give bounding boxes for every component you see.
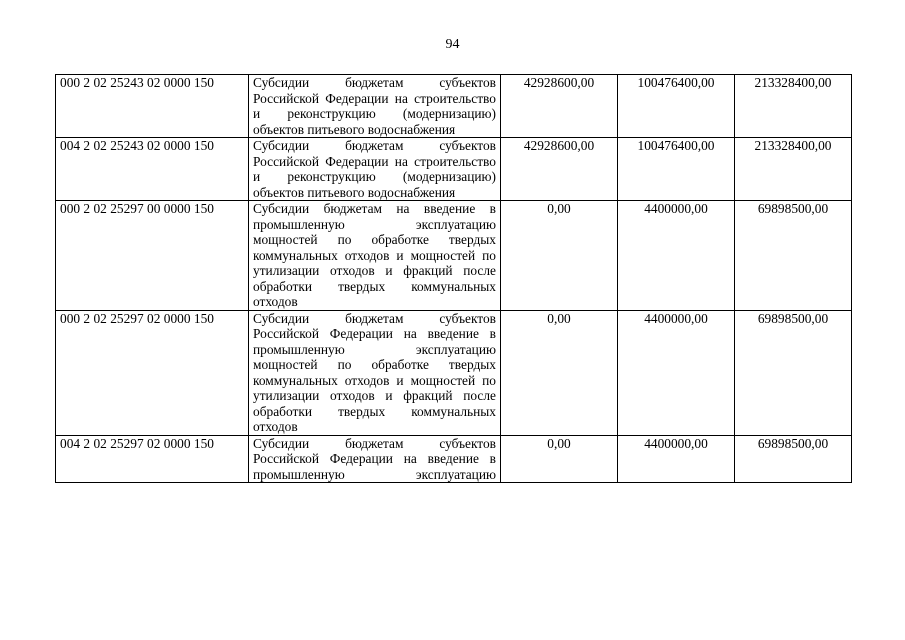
amount-column-2: 4400000,00 — [618, 435, 735, 483]
row-description: Субсидии бюджетам субъектов Российской Федерации на введение в промышленную эксплуатацию — [249, 435, 501, 483]
amount-column-3: 213328400,00 — [735, 138, 852, 201]
row-description: Субсидии бюджетам на введение в промышленную эксплуатацию мощностей по обработке твердых коммунальных отходов и мощностей по утилизации отходов и фракций после обработки твердых коммунальных отходов — [249, 201, 501, 311]
amount-column-3: 69898500,00 — [735, 201, 852, 311]
budget-code: 000 2 02 25243 02 0000 150 — [56, 75, 249, 138]
row-description: Субсидии бюджетам субъектов Российской Федерации на строительство и реконструкцию (модернизацию) объектов питьевого водоснабжения — [249, 138, 501, 201]
budget-code: 004 2 02 25297 02 0000 150 — [56, 435, 249, 483]
table-row — [56, 201, 852, 311]
amount-column-2: 4400000,00 — [618, 310, 735, 435]
budget-code: 004 2 02 25243 02 0000 150 — [56, 138, 249, 201]
amount-column-2: 4400000,00 — [618, 201, 735, 311]
amount-column-3: 69898500,00 — [735, 310, 852, 435]
table-row — [56, 310, 852, 435]
row-description: Субсидии бюджетам субъектов Российской Федерации на строительство и реконструкцию (модернизацию) объектов питьевого водоснабжения — [249, 75, 501, 138]
amount-column-1: 0,00 — [501, 201, 618, 311]
amount-column-1: 42928600,00 — [501, 75, 618, 138]
amount-column-1: 0,00 — [501, 310, 618, 435]
amount-column-2: 100476400,00 — [618, 138, 735, 201]
budget-table — [55, 74, 852, 483]
amount-column-1: 0,00 — [501, 435, 618, 483]
row-description: Субсидии бюджетам субъектов Российской Федерации на введение в промышленную эксплуатацию мощностей по обработке твердых коммунальных отходов и мощностей по утилизации отходов и фракций после обработки твердых коммунальных отходов — [249, 310, 501, 435]
amount-column-2: 100476400,00 — [618, 75, 735, 138]
budget-code: 000 2 02 25297 00 0000 150 — [56, 201, 249, 311]
table-row — [56, 435, 852, 483]
amount-column-1: 42928600,00 — [501, 138, 618, 201]
budget-code: 000 2 02 25297 02 0000 150 — [56, 310, 249, 435]
amount-column-3: 69898500,00 — [735, 435, 852, 483]
table-row — [56, 138, 852, 201]
page-number: 94 — [445, 37, 460, 52]
amount-column-3: 213328400,00 — [735, 75, 852, 138]
table-row — [56, 75, 852, 138]
